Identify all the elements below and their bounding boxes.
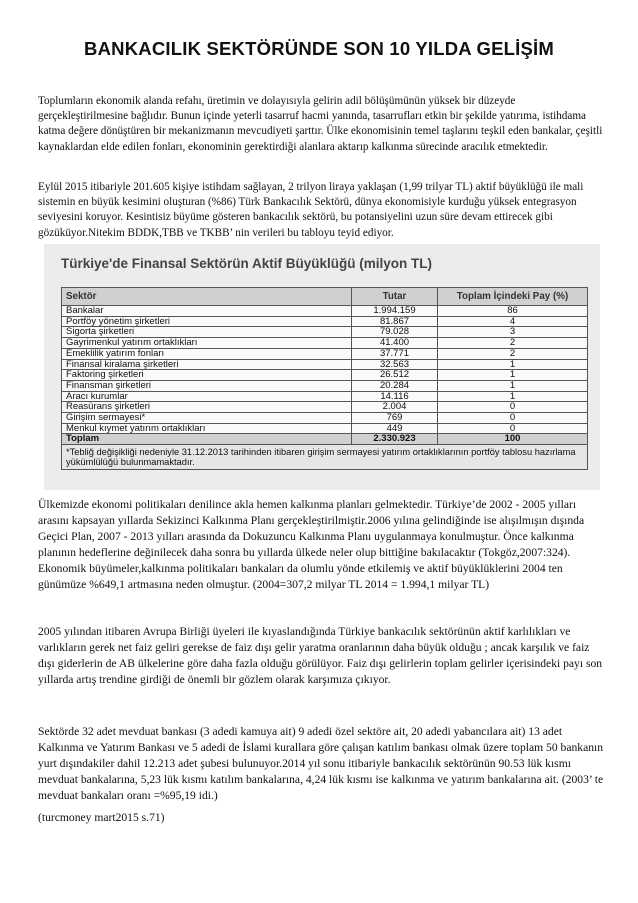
- cell-amount: 26.512: [352, 370, 438, 381]
- paragraph-asset-growth: Ekonomik büyümeler,kalkınma politikaları bankaları da olumlu yönde etkilemiş ve aktif büyüklüklerini 2004 ten günümüze %649,1 artmasına neden olmuştur. (2004=307,2 milyar TL 2014 = 1.994,1 milyar TL): [38, 562, 563, 591]
- cell-sector: Sigorta şirketleri: [62, 327, 352, 338]
- cell-share: 1: [438, 370, 588, 381]
- table-row: [62, 348, 588, 359]
- table-row: [62, 402, 588, 413]
- table-header-row: [62, 288, 588, 306]
- cell-amount: 32.563: [352, 359, 438, 370]
- table-row: [62, 370, 588, 381]
- header-sector: Sektör: [62, 288, 352, 306]
- cell-amount: 37.771: [352, 348, 438, 359]
- cell-sector: Finansal kiralama şirketleri: [62, 359, 352, 370]
- paragraph-development-plans: Ülkemizde ekonomi politikaları denilince akla hemen kalkınma planları gelmektedir. Türkiye’de 2002 - 2005 yılları arasını kapsayan yıllarda Sekizinci Kalkınma Planı gerçekleştirilmiştir.2006 yılına gelindiğinde ise alışılmışın dışında Geçici Plan, 2007 - 2013 yılları arasında da Dokuzuncu Kalkınma Planı uygulanmaya konulmuştur. Önce kalkınma planının hedeflerine değinilecek daha sonra bu yıllarda ülkede neler olup bittiğine bakılacaktır (Tokgöz,2007:324).: [38, 498, 585, 559]
- table-row: [62, 327, 588, 338]
- cell-amount: 1.994.159: [352, 306, 438, 317]
- cell-sector: Emeklilik yatırım fonları: [62, 348, 352, 359]
- paragraph-bank-counts: Sektörde 32 adet mevduat bankası (3 adedi kamuya ait) 9 adedi özel sektöre ait, 20 adedi yabancılara ait) 13 adet Kalkınma ve Yatırım Bankası ve 5 adedi de İslami kurallara göre çalışan katılım bankası olmak üzere toplam 50 bankanın yurt dışındakiler dahil 12.213 adet şubesi bulunuyor.2014 yıl sonu itibariyle bankacılık sektörünün 90.53 lük kısmı mevduat bankalarına, 5,23 lük kısmı katılım bankalarına, 4,24 lük kısmı ise kalkınma ve yatırım bankalarına ait. (2003’ te mevduat bankaları oranı =%95,19 idi.): [38, 725, 604, 802]
- cell-share: 0: [438, 423, 588, 434]
- cell-sector: Girişim sermayesi*: [62, 413, 352, 424]
- cell-sector: Bankalar: [62, 306, 352, 317]
- cell-sector: Portföy yönetim şirketleri: [62, 316, 352, 327]
- cell-share: 0: [438, 402, 588, 413]
- financial-sector-table: [61, 287, 588, 470]
- cell-share: 2: [438, 338, 588, 349]
- page-title: BANKACILIK SEKTÖRÜNDE SON 10 YILDA GELİŞİM: [84, 38, 554, 59]
- cell-sector: Faktoring şirketleri: [62, 370, 352, 381]
- table-row: [62, 391, 588, 402]
- cell-share: 0: [438, 413, 588, 424]
- cell-sector: Reasürans şirketleri: [62, 402, 352, 413]
- table-row: [62, 380, 588, 391]
- cell-amount: 2.004: [352, 402, 438, 413]
- cell-share: 86: [438, 306, 588, 317]
- table-footnote: *Tebliğ değişikliği nedeniyle 31.12.2013 tarihinden itibaren girişim sermayesi yatırım ortaklıklarının portföy tablosu hazırlama yükümlülüğü bulunmamaktadır.: [62, 445, 588, 470]
- paragraph-intro: Toplumların ekonomik alanda refahı, üretimin ve dolayısıyla gelirin adil bölüşümünün yüksek bir düzeyde gerçekleştirilmesine bağlıdır. Bunun içinde yeterli tasarruf hacmi yanında, tasarrufları etkin bir şekilde yatırıma, istihdama katma değere dönüştüren bir mekanizmanın mevcudiyeti şarttır. Ülke ekonomisinin temel taşlarını teşkil eden bankalar, çeşitli kaynaklardan elde edilen fonları, ekonominin gerektirdiği alanlara aktarıp kalkınma sürecinde aracılık etmektedir.: [38, 95, 603, 153]
- paragraph-eu-comparison: 2005 yılından itibaren Avrupa Birliği üyeleri ile kıyaslandığında Türkiye bankacılık sektörünün aktif karlılıkları ve varlıkların gerek net faiz geliri gerekse de faiz dışı gelir yaratma oranlarının daha büyük olduğu ; ancak karşılık ve faiz dışı giderlerin de AB ülkelerine göre daha fazla olduğu görülüyor. Faiz dışı gelirlerin toplam gelirler içerisindeki payı son yıllarda artış trendine girdiği de önemli bir gözlem olarak karşımıza çıkıyor.: [38, 625, 603, 686]
- source-citation: (turcmoney mart2015 s.71): [38, 811, 165, 824]
- cell-sector: Finansman şirketleri: [62, 380, 352, 391]
- table-row: [62, 423, 588, 434]
- cell-sector: Aracı kurumlar: [62, 391, 352, 402]
- cell-share: 1: [438, 391, 588, 402]
- table-total-row: [62, 434, 588, 445]
- cell-share: 4: [438, 316, 588, 327]
- cell-amount: 79.028: [352, 327, 438, 338]
- cell-amount: 449: [352, 423, 438, 434]
- paragraph-development-plans-block: [38, 497, 604, 593]
- cell-amount: 769: [352, 413, 438, 424]
- table-row: [62, 306, 588, 317]
- cell-share: 2: [438, 348, 588, 359]
- cell-total-share: 100: [438, 434, 588, 445]
- cell-total-label: Toplam: [62, 434, 352, 445]
- header-amount: Tutar: [352, 288, 438, 306]
- cell-amount: 41.400: [352, 338, 438, 349]
- table-note-row: [62, 445, 588, 470]
- header-share: Toplam İçindeki Pay (%): [438, 288, 588, 306]
- financial-sector-table-figure: [44, 244, 600, 490]
- table-row: [62, 338, 588, 349]
- cell-amount: 14.116: [352, 391, 438, 402]
- cell-amount: 20.284: [352, 380, 438, 391]
- cell-sector: Gayrimenkul yatırım ortaklıkları: [62, 338, 352, 349]
- table-title: Türkiye'de Finansal Sektörün Aktif Büyüklüğü (milyon TL): [61, 256, 432, 271]
- cell-amount: 81.867: [352, 316, 438, 327]
- table-row: [62, 413, 588, 424]
- cell-share: 1: [438, 359, 588, 370]
- cell-total-amount: 2.330.923: [352, 434, 438, 445]
- paragraph-sector-size: Eylül 2015 itibariyle 201.605 kişiye istihdam sağlayan, 2 trilyon liraya yaklaşan (1,99 trilyar TL) aktif büyüklüğü ile mali sistemin en büyük kesimini oluşturan (%86) Türk Bankacılık Sektörü, dünya ekonomisiyle kurduğu yüksek entegrasyon seviyesini koruyor. Kesintisiz büyüme gösteren bankacılık sektörü, bu potansiyelini uzun süre devam ettirecek gibi gözüküyor.Nitekim BDDK,TBB ve TKBB’ nin verileri bu tabloyu teyid ediyor.: [38, 181, 584, 239]
- table-row: [62, 359, 588, 370]
- cell-share: 3: [438, 327, 588, 338]
- cell-sector: Menkul kıymet yatırım ortaklıkları: [62, 423, 352, 434]
- cell-share: 1: [438, 380, 588, 391]
- table-row: [62, 316, 588, 327]
